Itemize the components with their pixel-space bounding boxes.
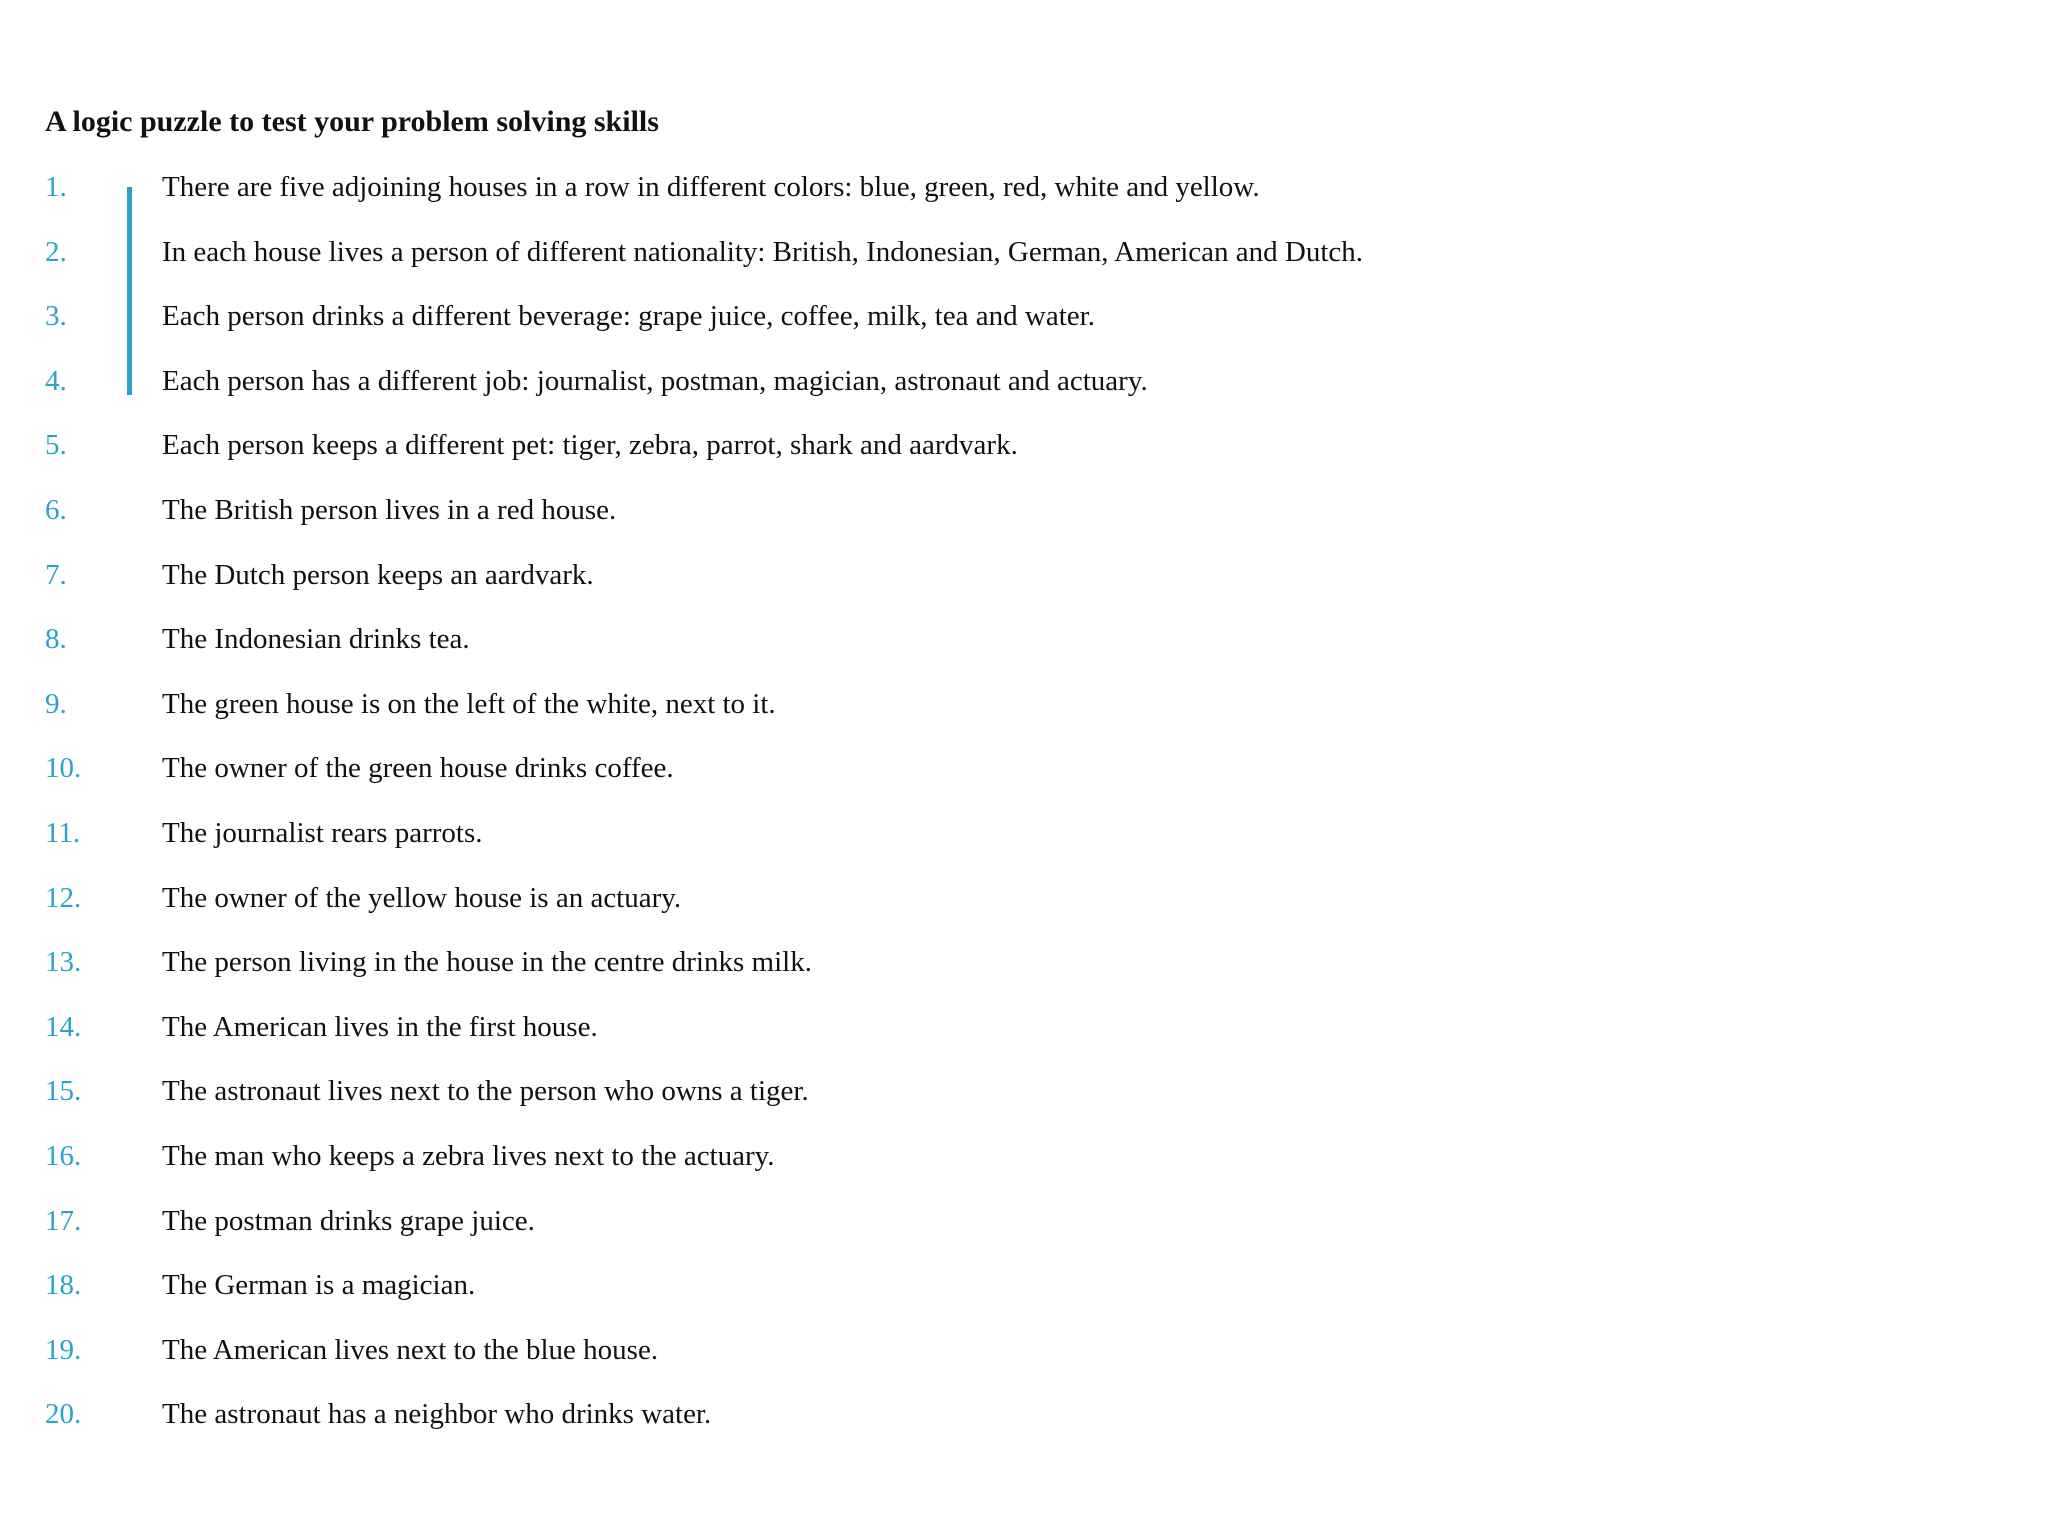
list-item-text: The Indonesian drinks tea. [162, 623, 470, 656]
list-item-number: 17. [45, 1204, 82, 1237]
list-item-number: 3. [45, 300, 67, 333]
list-item-number: 20. [45, 1398, 82, 1431]
list-item [0, 878, 2048, 918]
list-item-number: 19. [45, 1333, 82, 1366]
list-item [0, 1071, 2048, 1111]
list-item-text: The person living in the house in the centre drinks milk. [162, 946, 812, 979]
list-item [0, 425, 2048, 465]
list-item [0, 232, 2048, 272]
list-item-number: 15. [45, 1075, 82, 1108]
list-item [0, 555, 2048, 595]
list-item [0, 748, 2048, 788]
list-item-number: 12. [45, 881, 82, 914]
list-item-text: The American lives next to the blue house. [162, 1333, 659, 1366]
list-item [0, 361, 2048, 401]
list-item-number: 5. [45, 429, 67, 462]
list-item-text: There are five adjoining houses in a row in different colors: blue, green, red, white and yellow. [162, 171, 1260, 203]
list-item-text: The postman drinks grape juice. [162, 1204, 535, 1237]
list-item-text: The owner of the green house drinks coffee. [162, 752, 674, 785]
list-item-text: The man who keeps a zebra lives next to the actuary. [162, 1140, 775, 1172]
list-item-text: The owner of the yellow house is an actuary. [162, 881, 682, 914]
list-item [0, 813, 2048, 853]
list-item-number: 7. [45, 558, 67, 591]
list-item-number: 4. [45, 364, 67, 397]
list-item-number: 9. [45, 687, 67, 720]
list-item [0, 619, 2048, 659]
list-item-number: 11. [45, 817, 81, 849]
list-item-number: 1. [45, 171, 67, 203]
list-item-text: Each person drinks a different beverage: grape juice, coffee, milk, tea and water. [162, 300, 1095, 333]
list-item-number: 18. [45, 1269, 82, 1302]
list-item [0, 490, 2048, 530]
list-item [0, 1201, 2048, 1241]
list-item [0, 167, 2048, 207]
list-item-number: 2. [45, 235, 67, 268]
list-item [0, 1136, 2048, 1176]
list-item-number: 13. [45, 946, 82, 979]
list-item-text: The astronaut lives next to the person who owns a tiger. [162, 1075, 809, 1108]
list-item [0, 296, 2048, 336]
list-item-text: Each person keeps a different pet: tiger, zebra, parrot, shark and aardvark. [162, 429, 1018, 462]
list-item-text: In each house lives a person of different nationality: British, Indonesian, German, American and Dutch. [162, 235, 1364, 268]
list-item-number: 14. [45, 1010, 82, 1043]
list-item [0, 1007, 2048, 1047]
list-item-number: 16. [45, 1140, 82, 1172]
list-item-text: The British person lives in a red house. [162, 494, 617, 526]
list-item-text: The green house is on the left of the white, next to it. [162, 687, 776, 720]
list-item [0, 1265, 2048, 1305]
list-item-text: The journalist rears parrots. [162, 817, 483, 849]
list-item-text: Each person has a different job: journalist, postman, magician, astronaut and actuary. [162, 364, 1148, 397]
list-item-text: The astronaut has a neighbor who drinks water. [162, 1398, 712, 1431]
list-item [0, 942, 2048, 982]
list-item-number: 10. [45, 752, 82, 785]
list-item-number: 8. [45, 623, 67, 656]
list-item [0, 1394, 2048, 1434]
list-item [0, 1330, 2048, 1370]
list-item-text: The American lives in the first house. [162, 1010, 598, 1043]
list-item [0, 684, 2048, 724]
list-item-text: The Dutch person keeps an aardvark. [162, 558, 594, 591]
page-title: A logic puzzle to test your problem solving skills [45, 105, 659, 138]
list-item-text: The German is a magician. [162, 1269, 476, 1302]
list-item-number: 6. [45, 494, 67, 526]
